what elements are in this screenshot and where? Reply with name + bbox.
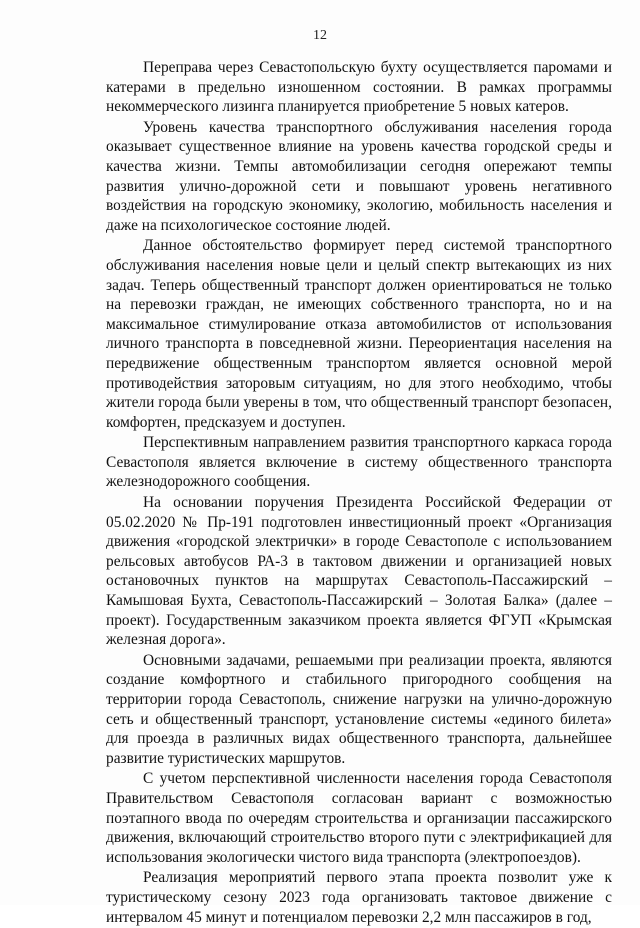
- page-number: 12: [313, 28, 327, 43]
- body-text: [106, 58, 612, 928]
- paragraph-project-tasks: Основными задачами, решаемыми при реализации проекта, являются создание комфортного и стабильного пригородного сообщения на территории города Севастополь, снижение нагрузки на улично-дорожную сеть и общественный транспорт, установление системы «единого билета» для проезда в различных видах общественного транспорта, дальнейшее развитие туристических маршрутов.: [106, 651, 612, 767]
- paragraph-phased-option: С учетом перспективной численности населения города Севастополя Правительством Севастополя согласован вариант с возможностью поэтапного ввода по очередям строительства и организации пассажирского движения, включающий строительство второго пути с электрификацией для использования экологически чистого вида транспорта (электропоездов).: [106, 770, 612, 866]
- paragraph-railway-direction: Перспективным направлением развития транспортного каркаса города Севастополя является включение в систему общественного транспорта железнодорожного сообщения.: [106, 434, 612, 491]
- paragraph-investment-project: На основании поручения Президента Российской Федерации от 05.02.2020 № Пр-191 подготовлен инвестиционный проект «Организация движения «городской электрички» в городе Севастополе с использованием рельсовых автобусов РА-3 в тактовом движении и организацией новых остановочных пунктов на маршрутах Севастополь-Пассажирский – Камышовая Бухта, Севастополь-Пассажирский – Золотая Балка» (далее – проект). Государственным заказчиком проекта является ФГУП «Крымская железная дорога».: [106, 494, 612, 649]
- paragraph-service-quality: Уровень качества транспортного обслуживания населения города оказывает существенное влияние на уровень качества городской среды и качества жизни. Темпы автомобилизации сегодня опережают темпы развития улично-дорожной сети и повышают уровень негативного воздействия на городскую экономику, экологию, мобильность населения и даже на психологическое состояние людей.: [106, 118, 612, 234]
- paragraph-new-goals: Данное обстоятельство формирует перед системой транспортного обслуживания населения новые цели и целый спектр вытекающих из них задач. Теперь общественный транспорт должен ориентироваться не только на перевозки граждан, не имеющих собственного транспорта, но и на максимальное стимулирование отказа автомобилистов от использования личного транспорта в повседневной жизни. Переориентация населения на передвижение общественным транспортом является основной мерой противодействия заторовым ситуациям, но для этого необходимо, чтобы жители города были уверены в том, что общественный транспорт безопасен, комфортен, предсказуем и доступен.: [106, 237, 612, 431]
- paragraph-ferry: Переправа через Севастопольскую бухту осуществляется паромами и катерами в предельно изношенном состоянии. В рамках программы некоммерческого лизинга планируется приобретение 5 новых катеров.: [106, 59, 612, 116]
- paragraph-first-stage: Реализация мероприятий первого этапа проекта позволит уже к туристическому сезону 2023 года организовать тактовое движение с интервалом 45 минут и потенциалом перевозки 2,2 млн пассажиров в год,: [106, 869, 612, 926]
